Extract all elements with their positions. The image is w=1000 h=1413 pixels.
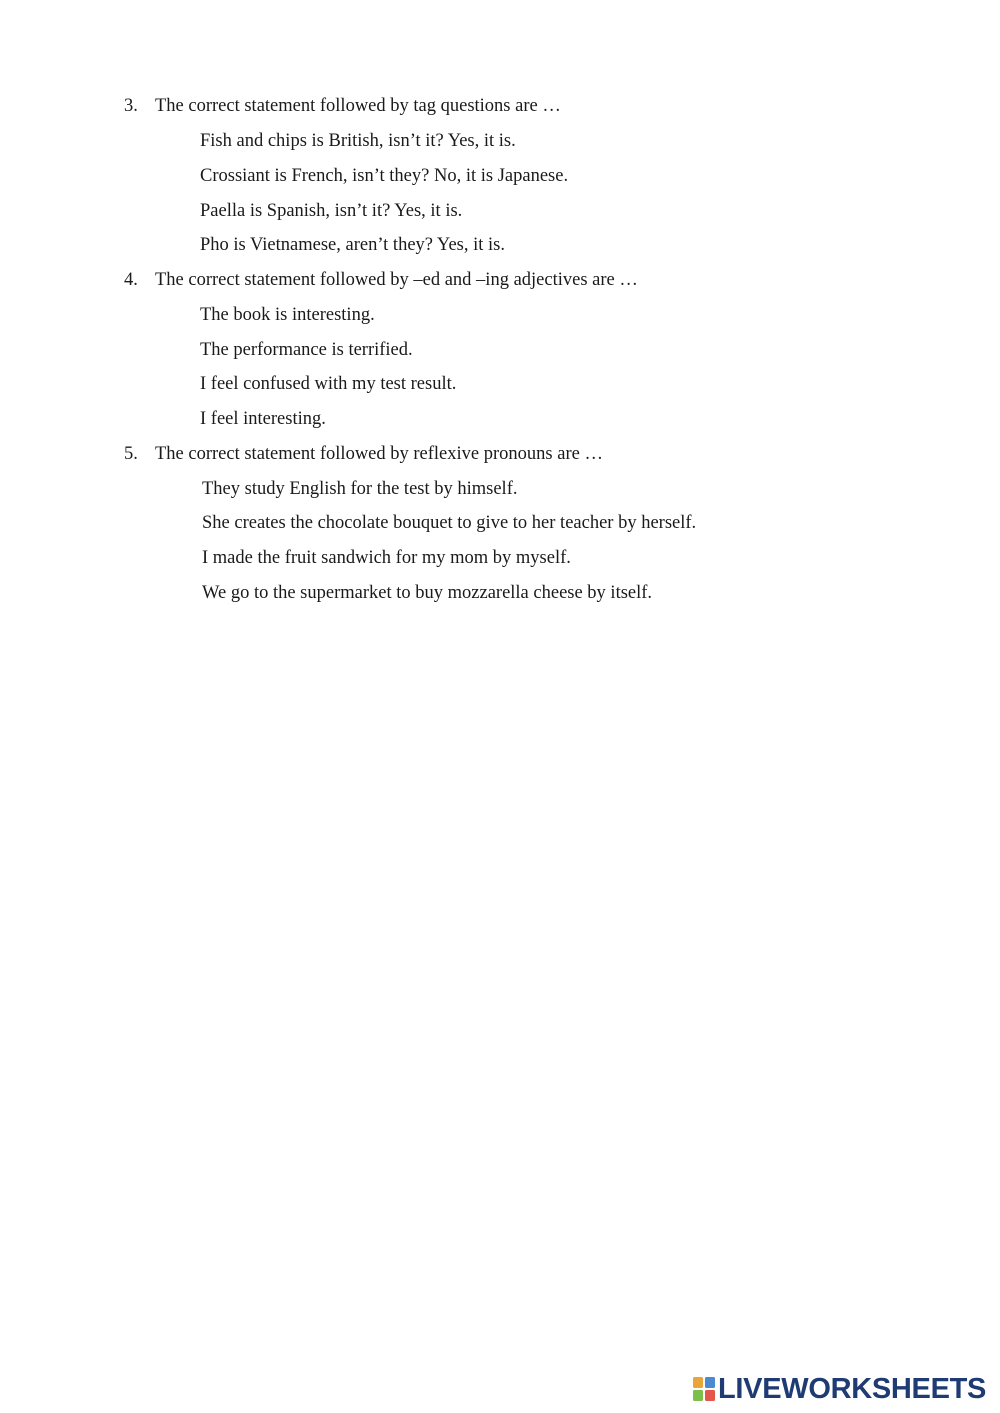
option-5-4[interactable]: We go to the supermarket to buy mozzarella cheese by itself. <box>202 583 653 603</box>
question-number: 5. <box>124 444 138 464</box>
option-4-2[interactable]: The performance is terrified. <box>200 340 413 360</box>
question-prompt: The correct statement followed by reflexive pronouns are … <box>155 444 603 464</box>
question-4 <box>124 271 638 290</box>
option-4-1[interactable]: The book is interesting. <box>200 305 375 325</box>
question-3 <box>124 97 561 116</box>
option-3-2[interactable]: Crossiant is French, isn’t they? No, it is Japanese. <box>200 166 569 186</box>
question-prompt: The correct statement followed by –ed and –ing adjectives are … <box>155 270 638 290</box>
question-number: 3. <box>124 96 138 116</box>
liveworksheets-logo <box>693 1372 987 1405</box>
option-5-1[interactable]: They study English for the test by himself. <box>202 479 518 499</box>
option-5-3[interactable]: I made the fruit sandwich for my mom by myself. <box>202 548 571 568</box>
option-3-3[interactable]: Paella is Spanish, isn’t it? Yes, it is. <box>200 201 463 221</box>
option-5-2[interactable]: She creates the chocolate bouquet to give to her teacher by herself. <box>202 513 697 533</box>
option-3-4[interactable]: Pho is Vietnamese, aren’t they? Yes, it is. <box>200 235 505 255</box>
option-3-1[interactable]: Fish and chips is British, isn’t it? Yes, it is. <box>200 131 516 151</box>
question-5 <box>124 445 603 464</box>
logo-text: LIVEWORKSHEETS <box>718 1372 987 1405</box>
liveworksheets-logo-icon <box>693 1377 715 1401</box>
option-4-4[interactable]: I feel interesting. <box>200 409 326 429</box>
option-4-3[interactable]: I feel confused with my test result. <box>200 374 457 394</box>
question-number: 4. <box>124 270 138 290</box>
question-prompt: The correct statement followed by tag questions are … <box>155 96 561 116</box>
